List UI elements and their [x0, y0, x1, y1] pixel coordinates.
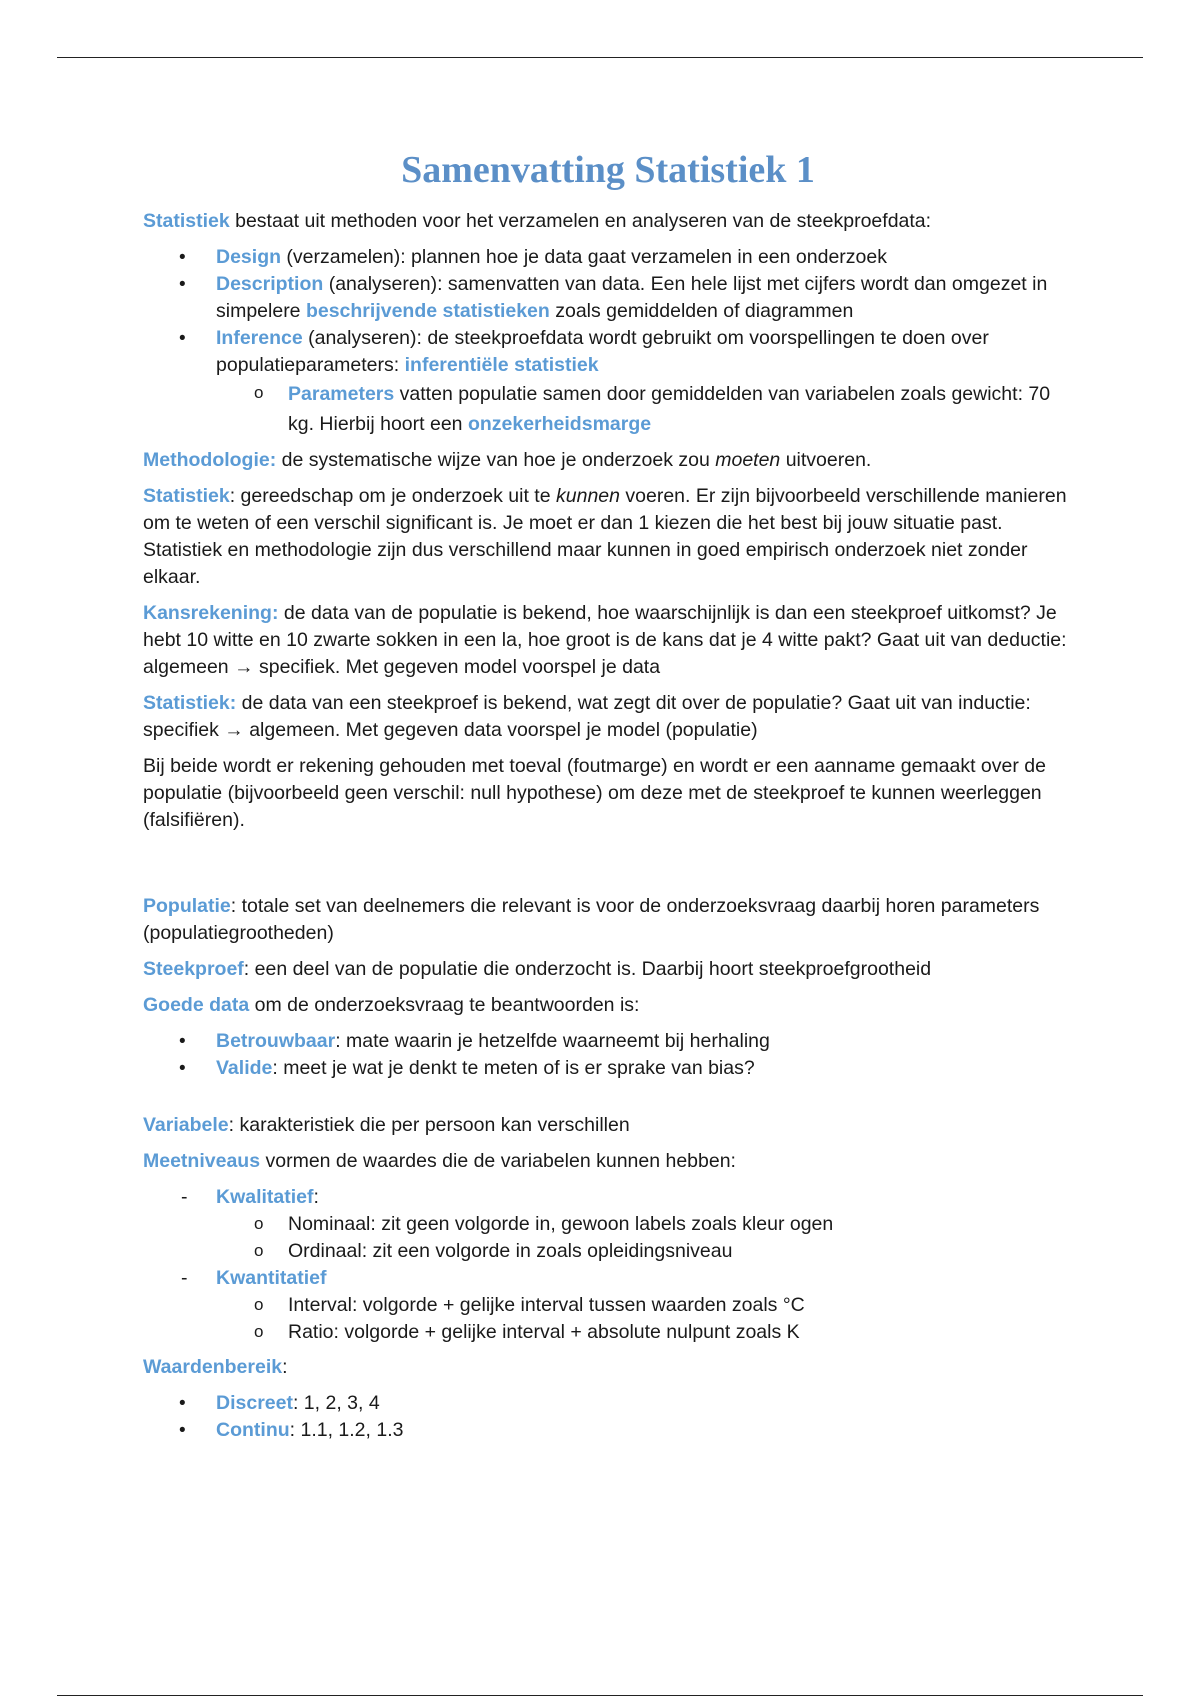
paragraph-steekproef: Steekproef: een deel van de populatie die onderzocht is. Daarbij hoort steekproefgrootheid	[143, 957, 932, 980]
top-rule	[57, 57, 1143, 58]
list-item-kwalitatief: - Kwalitatief:	[143, 1184, 1073, 1211]
spacer	[143, 1090, 1073, 1112]
paragraph-beide: Bij beide wordt er rekening gehouden met toeval (foutmarge) en wordt er een aanname gemaakt over de populatie (bijvoorbeeld geen verschil: null hypothese) om deze met de steekproef te kunnen weerleggen (falsifiëren).	[143, 754, 1046, 831]
document-page	[143, 148, 1073, 1452]
term: Statistiek	[143, 209, 230, 232]
list-item-inference: • Inference (analyseren): de steekproefdata wordt gebruikt om voorspellingen te doen over populatieparameters: inferentiële statistiek	[143, 325, 1073, 379]
paragraph-kansrekening: Kansrekening: de data van de populatie is bekend, hoe waarschijnlijk is dan een steekproef uitkomst? Je hebt 10 witte en 10 zwarte sokken in een la, hoe groot is de kans dat je 4 witte pakt? Gaat uit van deductie: algemeen → specifiek. Met gegeven model voorspel je data	[143, 601, 1067, 678]
spacer	[143, 843, 1073, 893]
paragraph-methodologie: Methodologie: de systematische wijze van hoe je onderzoek zou moeten uitvoeren.	[143, 448, 872, 471]
page-title: Samenvatting Statistiek 1	[401, 149, 815, 191]
list-item-description: • Description (analyseren): samenvatten van data. Een hele lijst met cijfers wordt dan omgezet in simpelere beschrijvende statistieken zoals gemiddelden of diagrammen	[143, 271, 1073, 325]
paragraph-goede-data: Goede data om de onderzoeksvraag te beantwoorden is:	[143, 993, 640, 1016]
list-item-kwantitatief: - Kwantitatief	[143, 1265, 1073, 1292]
sub-item-ordinaal: o Ordinaal: zit een volgorde in zoals opleidingsniveau	[143, 1238, 1073, 1265]
bullet-list-waardenbereik	[143, 1390, 1073, 1444]
list-item-valide: • Valide: meet je wat je denkt te meten of is er sprake van bias?	[143, 1055, 1073, 1082]
bullet-list-goede-data	[143, 1028, 1073, 1082]
paragraph-meetniveaus: Meetniveaus vormen de waardes die de variabelen kunnen hebben:	[143, 1149, 736, 1172]
intro-paragraph: Statistiek bestaat uit methoden voor het verzamelen en analyseren van de steekproefdata:	[143, 209, 932, 232]
list-item-discreet: • Discreet: 1, 2, 3, 4	[143, 1390, 1073, 1417]
list-item-design: • Design (verzamelen): plannen hoe je data gaat verzamelen in een onderzoek	[143, 244, 1073, 271]
paragraph-variabele: Variabele: karakteristiek die per persoon kan verschillen	[143, 1113, 630, 1136]
sub-item-parameters: o Parameters vatten populatie samen door gemiddelden van variabelen zoals gewicht: 70 kg. Hierbij hoort een onzekerheidsmarge	[143, 379, 1073, 439]
bullet-list-statistics	[143, 244, 1073, 439]
paragraph-populatie: Populatie: totale set van deelnemers die relevant is voor de onderzoeksvraag daarbij horen parameters (populatiegrootheden)	[143, 894, 1040, 944]
sub-item-interval: o Interval: volgorde + gelijke interval tussen waarden zoals °C	[143, 1292, 1073, 1319]
bottom-rule	[57, 1695, 1143, 1696]
paragraph-statistiek-tool: Statistiek: gereedschap om je onderzoek uit te kunnen voeren. Er zijn bijvoorbeeld verschillende manieren om te weten of een verschil significant is. Je moet er dan 1 kiezen die het best bij jouw situatie past. Statistiek en methodologie zijn dus verschillend maar kunnen in goed empirisch onderzoek niet zonder elkaar.	[143, 484, 1067, 588]
list-item-betrouwbaar: • Betrouwbaar: mate waarin je hetzelfde waarneemt bij herhaling	[143, 1028, 1073, 1055]
sub-item-nominaal: o Nominaal: zit geen volgorde in, gewoon labels zoals kleur ogen	[143, 1211, 1073, 1238]
paragraph-statistiek-inductie: Statistiek: de data van een steekproef is bekend, wat zegt dit over de populatie? Gaat uit van inductie: specifiek → algemeen. Met gegeven data voorspel je model (populatie)	[143, 691, 1031, 741]
sub-item-ratio: o Ratio: volgorde + gelijke interval + absolute nulpunt zoals K	[143, 1319, 1073, 1346]
paragraph-waardenbereik: Waardenbereik:	[143, 1355, 288, 1378]
dash-list-meetniveaus	[143, 1184, 1073, 1346]
list-item-continu: • Continu: 1.1, 1.2, 1.3	[143, 1417, 1073, 1444]
